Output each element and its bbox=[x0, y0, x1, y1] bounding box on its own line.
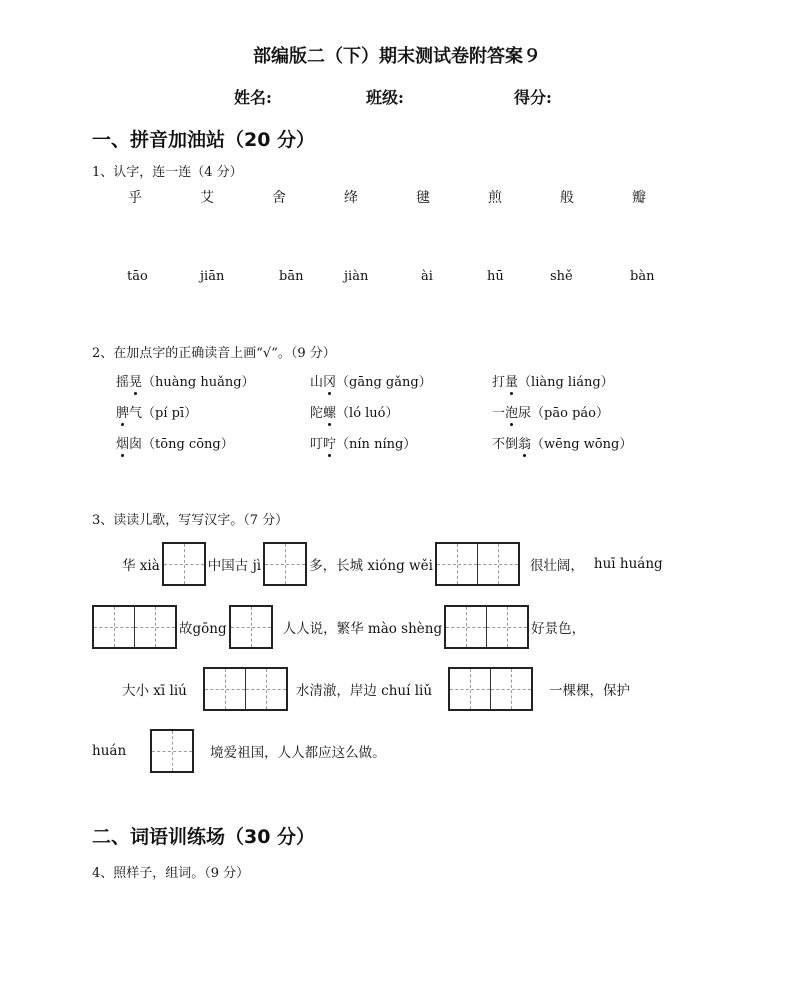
q3-text: 很壮阔， bbox=[529, 558, 584, 574]
q1-char: 煎 bbox=[488, 190, 502, 206]
q3-text: 水清澈，岸边 chuí liǔ bbox=[295, 683, 433, 699]
q1-pinyin-item: bàn bbox=[630, 269, 655, 284]
question-4-title: 4、照样子，组词。（9 分） bbox=[92, 866, 250, 881]
q3-text: 好景色， bbox=[531, 621, 586, 637]
q1-char: 般 bbox=[560, 190, 574, 206]
writing-box-2[interactable] bbox=[203, 667, 288, 711]
q1-pinyin-item: shě bbox=[550, 269, 573, 284]
q3-text: 境爱祖国，人人都应这么做。 bbox=[210, 745, 386, 761]
q3-text: huán bbox=[92, 743, 127, 759]
writing-box-1[interactable] bbox=[150, 729, 194, 773]
question-1-title: 1、认字，连一连（4 分） bbox=[92, 165, 243, 180]
q2-item: 打量（liàng liáng） bbox=[492, 375, 614, 390]
q2-item: 烟囱（tōng cōng） bbox=[116, 437, 234, 452]
q3-text: 多，长城 xióng wěi bbox=[309, 558, 433, 574]
q1-char: 瓣 bbox=[632, 190, 646, 206]
q2-item: 摇晃（huàng huǎng） bbox=[116, 375, 255, 390]
writing-box-2[interactable] bbox=[444, 605, 529, 649]
q3-text: 一棵棵，保护 bbox=[549, 683, 631, 699]
q3-text: 大小 xī liú bbox=[122, 683, 187, 699]
writing-box-2[interactable] bbox=[435, 542, 520, 586]
question-3-title: 3、读读儿歌，写写汉字。（7 分） bbox=[92, 513, 289, 528]
question-2-title: 2、在加点字的正确读音上画“√”。（9 分） bbox=[92, 346, 336, 361]
q1-char: 舍 bbox=[272, 190, 286, 206]
q1-char: 毽 bbox=[416, 190, 430, 206]
q3-line-4 bbox=[92, 729, 386, 773]
section-2-heading: 二、词语训练场（30 分） bbox=[92, 826, 316, 848]
q1-pinyin-item: ài bbox=[421, 269, 433, 284]
q1-char: 乎 bbox=[128, 190, 142, 206]
q3-text: 故gōng bbox=[179, 621, 227, 637]
q3-line-2 bbox=[92, 605, 585, 649]
q1-pinyin-item: jiān bbox=[200, 269, 225, 284]
name-label: 姓名: bbox=[234, 88, 272, 107]
q2-item: 陀螺（ló luó） bbox=[310, 406, 399, 421]
q3-text: 华 xià bbox=[122, 558, 160, 574]
q1-pinyin-item: hū bbox=[487, 269, 504, 284]
class-label: 班级: bbox=[366, 88, 404, 107]
q3-text: 中国古 jì bbox=[207, 558, 262, 574]
section-1-heading: 一、拼音加油站（20 分） bbox=[92, 129, 316, 151]
q1-char: 绛 bbox=[344, 190, 358, 206]
page-title: 部编版二（下）期末测试卷附答案９ bbox=[253, 46, 541, 67]
q1-pinyin-item: tāo bbox=[127, 269, 148, 284]
writing-box-1[interactable] bbox=[162, 542, 206, 586]
q2-item: 脾气（pí pī） bbox=[116, 406, 198, 421]
q2-item: 一泡尿（pāo páo） bbox=[492, 406, 609, 421]
q2-item: 叮咛（nín níng） bbox=[310, 437, 417, 452]
writing-box-2[interactable] bbox=[448, 667, 533, 711]
writing-box-2[interactable] bbox=[92, 605, 177, 649]
q1-pinyin-item: bān bbox=[279, 269, 304, 284]
q1-char: 艾 bbox=[200, 190, 214, 206]
q3-text: 人人说，繁华 mào shèng bbox=[282, 621, 443, 637]
writing-box-1[interactable] bbox=[229, 605, 273, 649]
q2-item: 山冈（gāng gǎng） bbox=[310, 375, 432, 390]
q2-item: 不倒翁（wēng wōng） bbox=[492, 437, 633, 452]
q3-line-1 bbox=[122, 542, 663, 586]
score-label: 得分: bbox=[514, 88, 552, 107]
q1-pinyin-item: jiàn bbox=[344, 269, 369, 284]
q3-line-3 bbox=[122, 667, 630, 711]
writing-box-1[interactable] bbox=[263, 542, 307, 586]
q3-text: huī huáng bbox=[593, 556, 663, 572]
